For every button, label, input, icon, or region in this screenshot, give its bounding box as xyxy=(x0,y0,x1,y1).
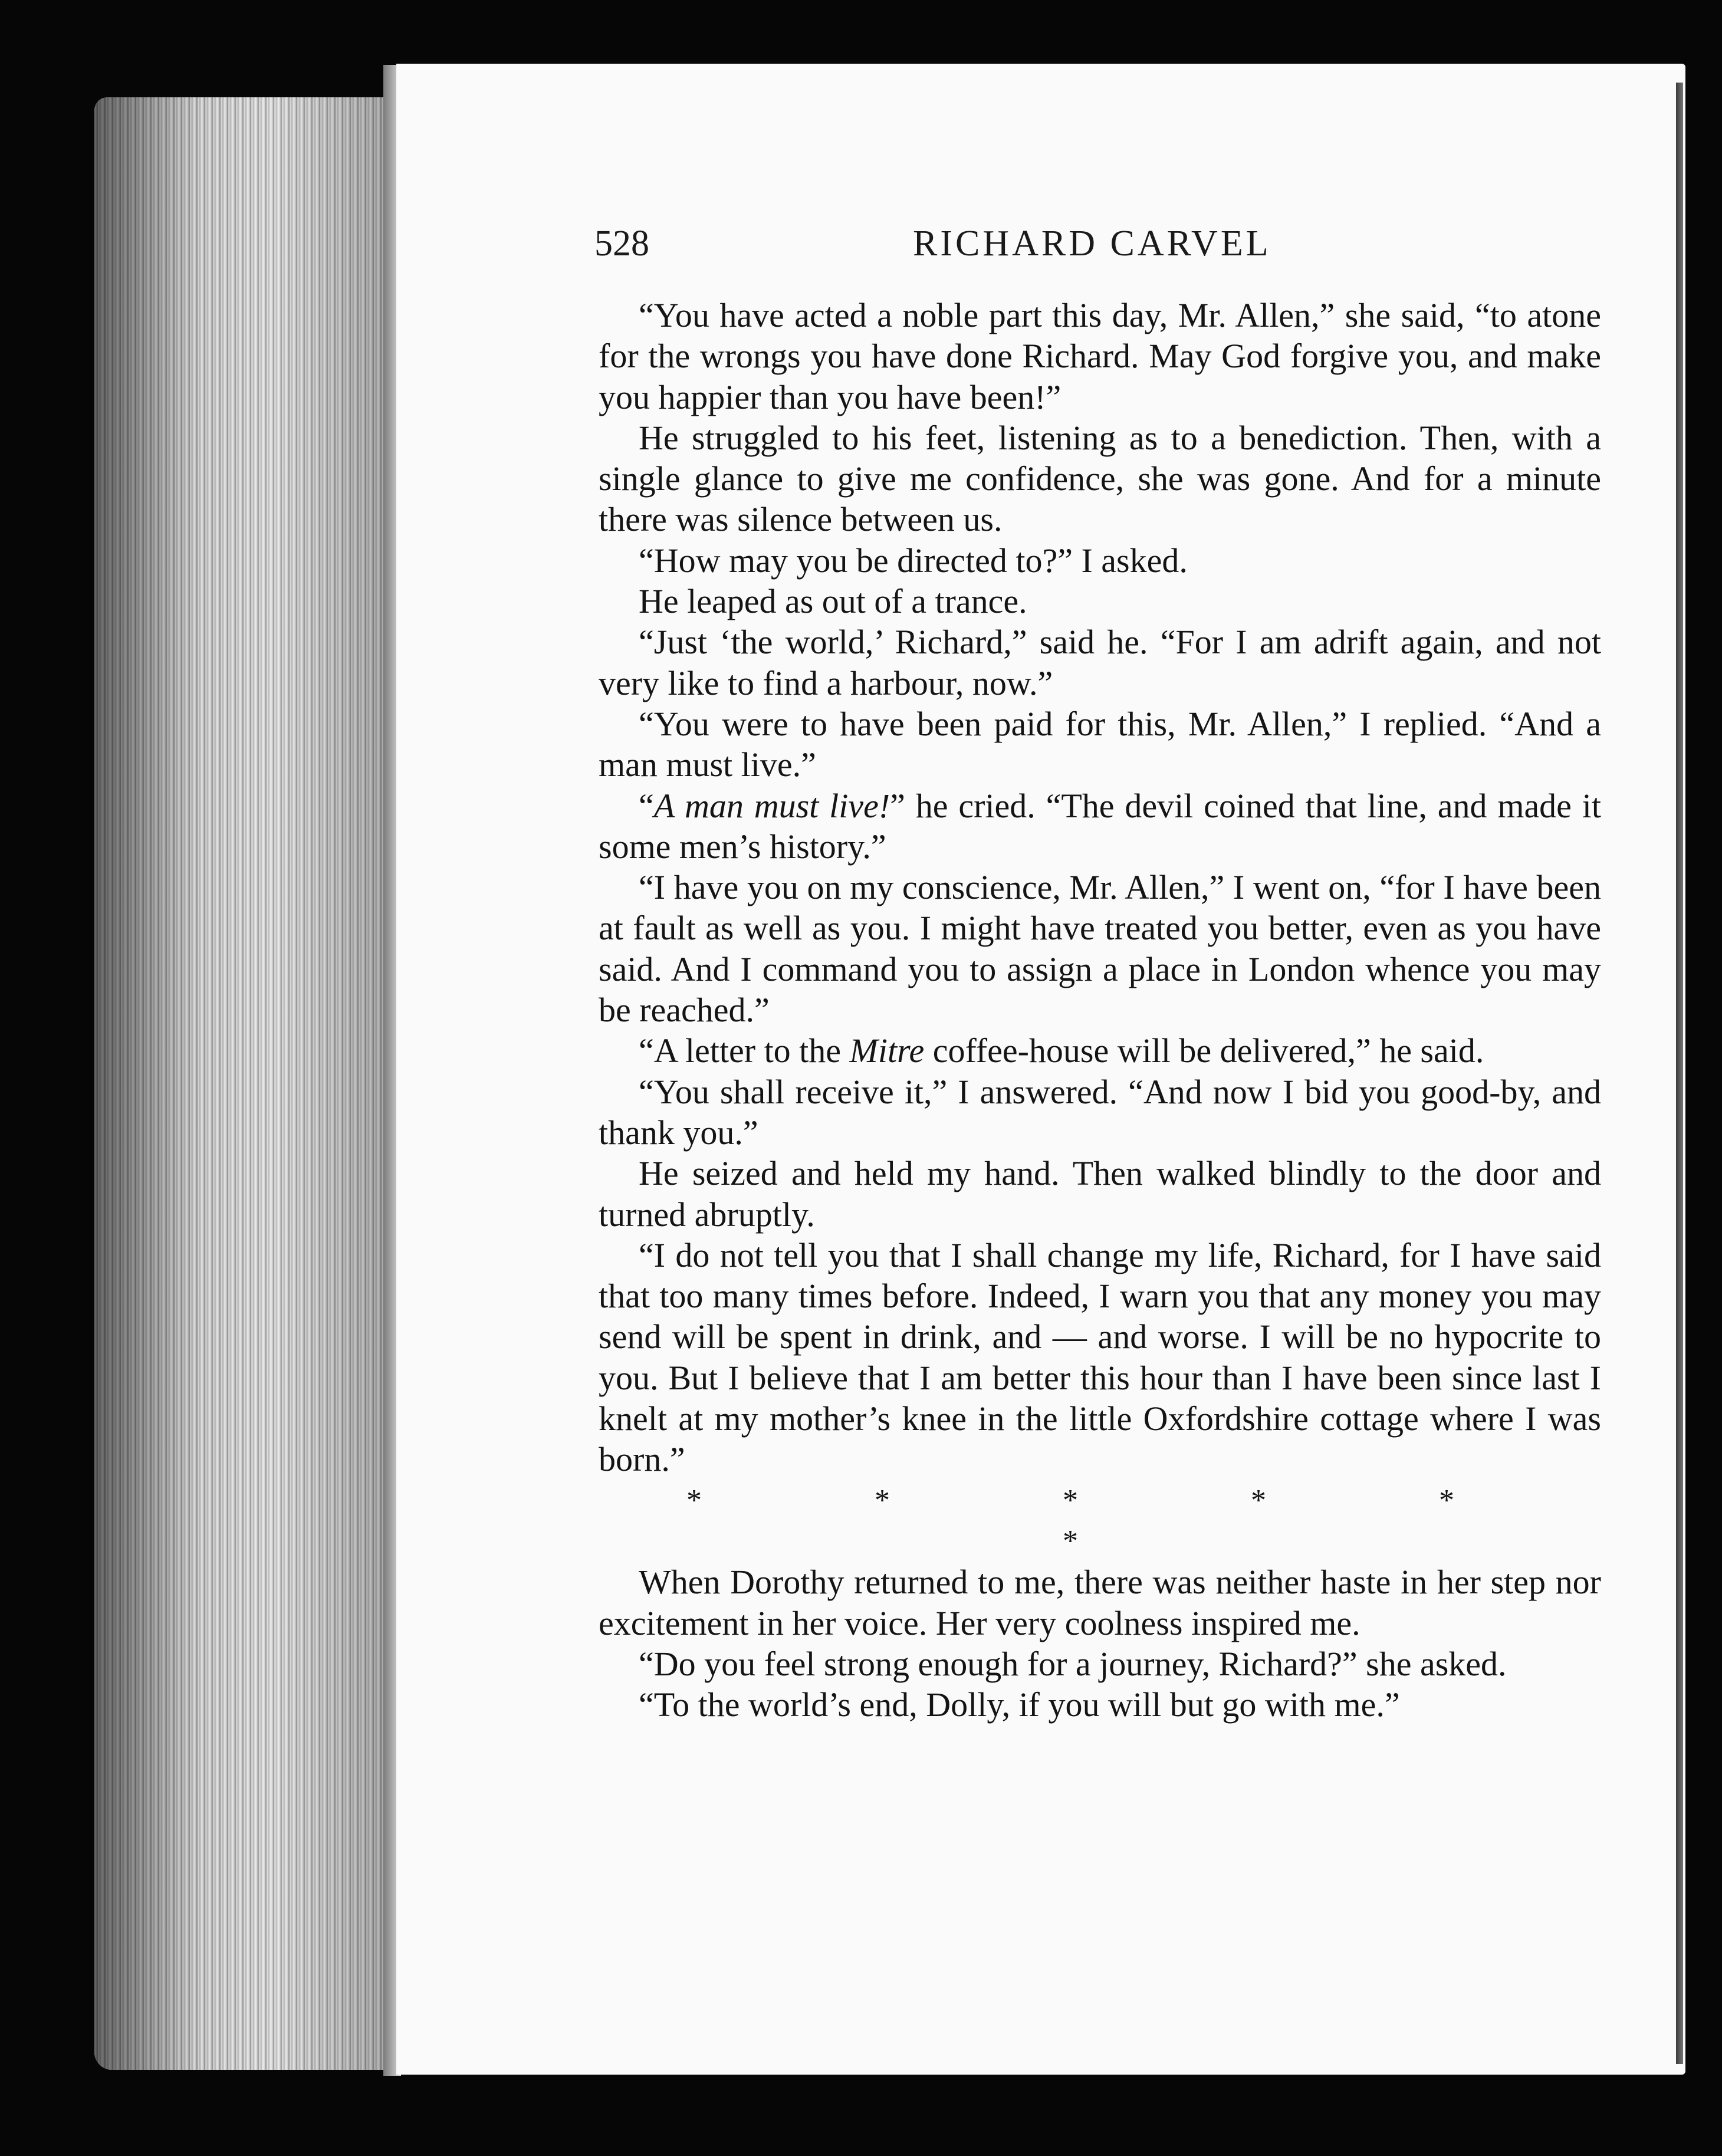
paragraph: “You were to have been paid for this, Mr. Allen,” I replied. “And a man must live.” xyxy=(599,704,1601,784)
page-number: 528 xyxy=(594,224,649,264)
paragraph: “To the world’s end, Dolly, if you will but go with me.” xyxy=(639,1685,1400,1724)
page-edges xyxy=(94,97,395,2070)
paragraph-text: ” he cried. “The devil coined that line, and made it some men’s history.” xyxy=(599,786,1601,866)
running-head: RICHARD CARVEL xyxy=(913,224,1271,264)
paragraph: “How may you be directed to?” I asked. xyxy=(639,541,1188,580)
paragraph: “I do not tell you that I shall change my life, Richard, for I have said that too many times before. Indeed, I warn you that any money you may send will be spent in drink, and — and worse. I will be no hypocrite to you. But I believe that I am better this hour than I have been since last I knelt at my mother’s knee in the little Oxfordshire cottage where I was born.” xyxy=(599,1235,1601,1479)
paragraph-text: “A letter to the xyxy=(639,1031,850,1070)
paragraph: “You shall receive it,” I answered. “And now I bid you good-by, and thank you.” xyxy=(599,1072,1601,1152)
paragraph: “Do you feel strong enough for a journey, Richard?” she asked. xyxy=(639,1644,1507,1683)
paragraph: He struggled to his feet, listening as to a benediction. Then, with a single glance to give me confidence, she was gone. And for a minute there was silence between us. xyxy=(599,418,1601,539)
paragraph xyxy=(599,786,1601,867)
italic-phrase: A man must live! xyxy=(653,786,890,825)
paragraph-text: coffee-house will be delivered,” he said. xyxy=(924,1031,1484,1070)
paragraph: “Just ‘the world,’ Richard,” said he. “For I am adrift again, and not very like to find a harbour, now.” xyxy=(599,623,1601,702)
italic-phrase: Mitre xyxy=(849,1031,925,1070)
paragraph: “You have acted a noble part this day, Mr. Allen,” she said, “to atone for the wrongs you have done Richard. May God forgive you, and make you happier than you have been!” xyxy=(599,296,1601,416)
paragraph: “I have you on my conscience, Mr. Allen,” I went on, “for I have been at fault as well as you. I might have treated you better, even as you have said. And I command you to assign a place in London whence you may be reached.” xyxy=(599,868,1601,1030)
paragraph: He leaped as out of a trance. xyxy=(639,582,1027,621)
body-text xyxy=(599,295,1601,1725)
section-break: * * * * * * xyxy=(686,1483,1537,1558)
page-header xyxy=(594,223,1597,270)
right-page-edge xyxy=(1676,83,1683,2064)
quote-mark: “ xyxy=(639,786,654,825)
paragraph xyxy=(599,1030,1601,1071)
paragraph: When Dorothy returned to me, there was neither haste in her step nor excitement in her voice. Her very coolness inspired me. xyxy=(599,1563,1601,1642)
paragraph: He seized and held my hand. Then walked blindly to the door and turned abruptly. xyxy=(599,1154,1601,1234)
